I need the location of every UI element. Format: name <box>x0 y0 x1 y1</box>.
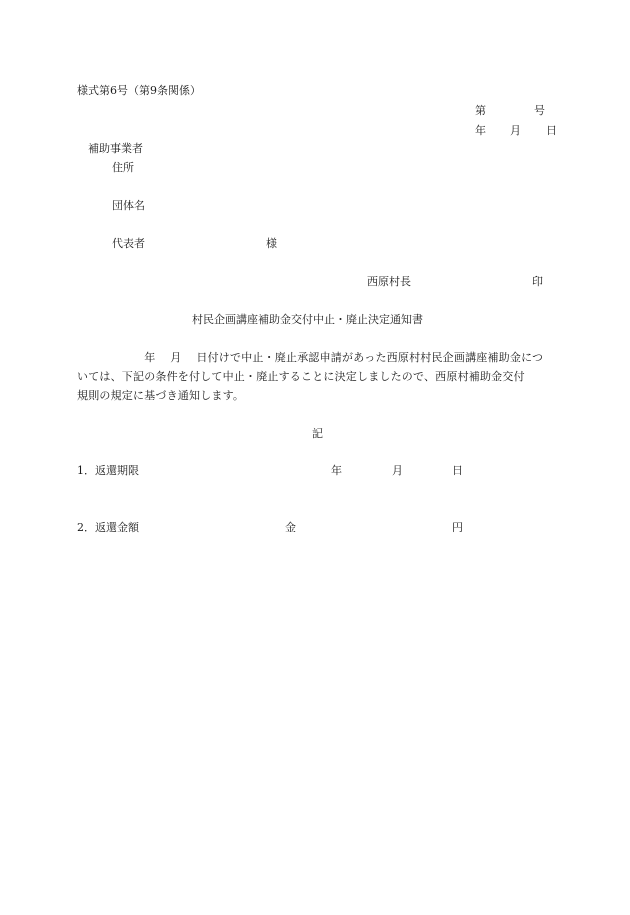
form-number: 様式第6号（第9条関係） <box>77 84 201 97</box>
return-deadline-year: 年 <box>331 464 342 477</box>
document-number-prefix: 第 <box>475 104 486 117</box>
representative-label: 代表者 <box>112 237 145 250</box>
group-name-label: 団体名 <box>112 199 145 212</box>
return-amount-label: 2．返還金額 <box>77 521 139 534</box>
document-number-suffix: 号 <box>534 104 545 117</box>
honorific-sama: 様 <box>266 237 277 250</box>
return-deadline-month: 月 <box>392 464 403 477</box>
seal-mark: 印 <box>532 275 543 288</box>
document-date-day: 日 <box>546 124 557 137</box>
body-paragraph: 年 月 日付けで中止・廃止承認申請があった西原村村民企画講座補助金につ いては、下記の条件を付して中止・廃止することに決定しましたので、西原村補助金交付 規則の規定に基づき通知します。 <box>77 351 544 402</box>
address-label: 住所 <box>112 161 134 174</box>
recipient-title: 補助事業者 <box>88 142 143 155</box>
document-date-month: 月 <box>510 124 521 137</box>
return-amount-prefix: 金 <box>285 521 296 534</box>
ki-heading: 記 <box>312 427 323 440</box>
return-deadline-day: 日 <box>452 464 463 477</box>
return-amount-suffix: 円 <box>452 521 463 534</box>
sender-name: 西原村長 <box>367 275 411 288</box>
document-title: 村民企画講座補助金交付中止・廃止決定通知書 <box>192 313 423 326</box>
return-deadline-label: 1．返還期限 <box>77 464 139 477</box>
document-date-year: 年 <box>475 124 486 137</box>
